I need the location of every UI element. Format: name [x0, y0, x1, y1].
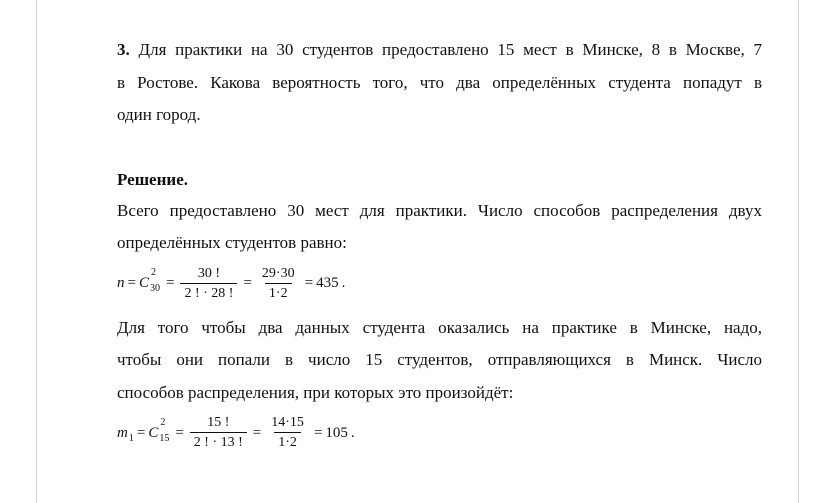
formula-n-end: .	[341, 275, 346, 291]
page-right-edge	[798, 0, 799, 503]
formula-n	[117, 262, 762, 306]
formula-m1	[117, 411, 762, 455]
formula-n-result: 435	[316, 275, 339, 291]
formula-n-c: C	[138, 275, 149, 291]
formula-m1-frac1-den: 2 ! · 13 !	[190, 432, 247, 450]
formula-n-frac1-num: 30 !	[197, 265, 221, 281]
formula-m1-frac1-num: 15 !	[207, 415, 230, 430]
solution-heading: Решение.	[117, 169, 188, 189]
formula-n-frac1	[180, 267, 237, 301]
formula-n-eq1: =	[127, 275, 136, 291]
formula-m1-eq1: =	[136, 424, 146, 441]
solution-para2-line1: Для того чтобы два данных студента оказались на практике в Минске, надо,	[117, 317, 762, 337]
formula-n-frac2	[258, 267, 299, 301]
formula-n-lhs: n	[117, 275, 125, 291]
formula-n-frac2-num: 29·30	[261, 265, 295, 281]
formula-m1-lhs-sub: 1	[128, 432, 134, 444]
formula-n-eq4: =	[304, 275, 314, 291]
document-body	[117, 34, 762, 461]
formula-m1-frac2-den: 1·2	[274, 432, 301, 450]
formula-m1-lhs-letter: m	[117, 424, 128, 441]
formula-m1-c-sup: 2	[160, 416, 166, 428]
formula-n-frac2-den: 1·2	[265, 283, 292, 301]
formula-n-frac1-den: 2 ! · 28 !	[180, 283, 237, 301]
formula-m1-c-sub: 15	[159, 432, 170, 444]
problem-line-1	[117, 34, 762, 67]
formula-m1-result: 105	[325, 424, 348, 441]
problem-text-1: Для практики на 30 студентов предоставлено 15 мест в Минске, 8 в Москве, 7	[138, 40, 763, 59]
formula-m1-eq2: =	[175, 424, 184, 441]
formula-m1-combination	[148, 416, 172, 444]
formula-m1-eq4: =	[313, 424, 323, 441]
formula-m1-eq3: =	[252, 424, 262, 441]
formula-m1-frac1	[190, 416, 247, 450]
solution-para2-line2: чтобы они попали в число 15 студентов, отправляющихся в Минск. Число	[117, 350, 762, 369]
solution-para2-line3: способов распределения, при которых это произойдёт:	[117, 382, 514, 402]
formula-n-c-sup: 2	[150, 267, 156, 278]
problem-line-2: в Ростове. Какова вероятность того, что два определённых студента попадут в	[117, 72, 762, 92]
formula-n-combination	[138, 267, 163, 294]
formula-m1-end: .	[350, 424, 355, 441]
formula-n-eq3: =	[243, 275, 252, 291]
problem-line-3: один город.	[117, 105, 201, 124]
solution-para1-line1: Всего предоставлено 30 мест для практики. Число способов распределения двух	[117, 200, 762, 220]
formula-m1-lhs	[117, 424, 134, 444]
formula-n-eq2: =	[165, 275, 175, 291]
problem-number: 3.	[117, 40, 130, 59]
formula-m1-frac2-num: 14·15	[271, 415, 304, 430]
formula-m1-frac2	[267, 416, 308, 450]
page-left-edge	[36, 0, 37, 503]
formula-m1-c: C	[148, 424, 159, 441]
formula-n-c-sub: 30	[149, 283, 160, 294]
solution-para1-line2: определённых студентов равно:	[117, 233, 347, 252]
